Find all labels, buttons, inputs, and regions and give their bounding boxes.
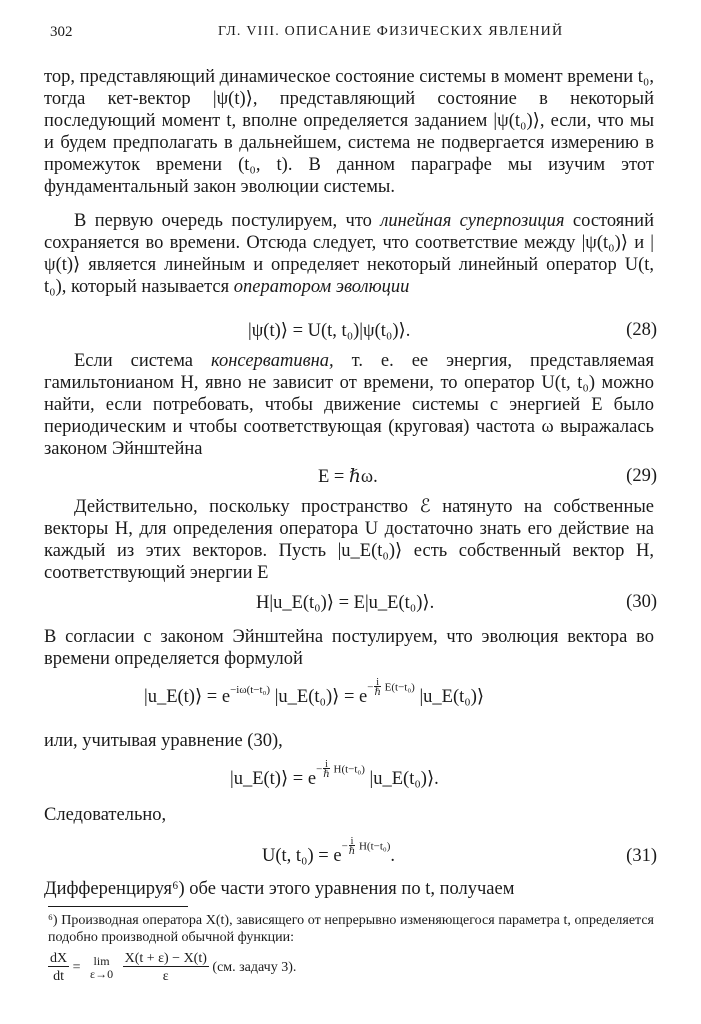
paragraph-3 (44, 350, 654, 460)
eq31-exponent: $-\frac{i}{\text{ℏ}} H(t-t_0)$ (341, 836, 391, 858)
eq-a-exp2-rest: E(t−t₀) (384, 682, 415, 694)
equation-28-number: (28) (626, 320, 657, 340)
paragraph-1 (44, 66, 654, 198)
footnote-lim: lim (93, 954, 110, 968)
equation-29: E = ℏω. (318, 467, 378, 487)
paragraph-8 (44, 878, 654, 900)
paragraph-4 (44, 496, 654, 584)
paragraph-1-text: тор, представляющий динамическое состояние системы в момент времени t₀, тогда кет-вектор |ψ(t)⟩, представляющий состояние в некоторый последующий момент t, вполне определяется заданием |ψ(t₀)⟩, если, что мы и будем предполагать в дальнейшем, система не подвергается измерению в промежуток времени (t₀, t). В данном параграфе мы изучим этот фундаментальный закон эволюции системы. (44, 67, 654, 197)
paragraph-6-text: или, учитывая уравнение (30), (44, 731, 283, 751)
p2-emphasis-superposition: линейная суперпозиция (380, 211, 565, 231)
equation-31 (262, 836, 396, 868)
equation-28: |ψ(t)⟩ = U(t, t₀)|ψ(t₀)⟩. (248, 321, 411, 341)
eq31-tail: . (390, 846, 396, 866)
p2-emphasis-evolution-operator: оператором эволюции (233, 277, 410, 297)
eq-b-exp-rest: H(t−t₀) (333, 764, 365, 776)
p3-text-a: Если система (74, 351, 211, 371)
equation-30: H|u_E(t₀)⟩ = E|u_E(t₀)⟩. (256, 593, 435, 613)
eq-a-exp2-den: ℏ (374, 687, 381, 699)
footnote-6 (48, 912, 654, 986)
eq-a-exp2-num: i (376, 677, 380, 689)
footnote-lim-sub: ε→0 (90, 967, 114, 981)
paragraph-2 (44, 210, 654, 298)
equation-30-number: (30) (626, 592, 657, 612)
eq-a-left: |u_E(t)⟩ = e (144, 687, 231, 707)
paragraph-7 (44, 804, 654, 826)
equation-evolution-eigenvector (144, 677, 485, 709)
equation-hamiltonian-evolution (230, 759, 439, 791)
paragraph-5 (44, 626, 654, 670)
page-number: 302 (50, 24, 73, 40)
footnote-derivative-formula: $\frac{dX}{dt} = \lim$ $\varepsilon\to 0 \frac{X(t + \varepsilon) - X(t)}{\varepsilon} (см$. задачу 3). (50, 951, 297, 984)
equation-29-number: (29) (626, 466, 657, 486)
p3-text-b: т. е. ее энергия, представляемая гамильтонианом H, явно не зависит от времени, то оператор U(t, t₀) можно найти, если потребовать, чтобы движение системы с энергией E было периодическим и чтобы соответствующая (круговая) частота ω выражалась законом Эйнштейна (44, 351, 654, 459)
eq31-left: U(t, t₀) = e (262, 846, 342, 866)
paragraph-8-text: Дифференцируя⁶) обе части этого уравнения по t, получаем (44, 879, 515, 899)
footnote-reference: (см. задачу 3). (212, 960, 297, 976)
equation-31-number: (31) (626, 846, 657, 866)
p2-text-b: состояний сохраняется во времени. Отсюда следует, что соответствие между |ψ(t₀)⟩ и |ψ(t)⟩ является линейным и определяет некоторый линейный оператор U(t, t₀), который называется (44, 211, 654, 297)
footnote-text: ⁶) Производная оператора X(t), зависящего от непрерывно изменяющегося параметра t, определяется подобно производной обычной функции: (48, 913, 654, 945)
eq-a-right: |u_E(t₀)⟩ (419, 687, 485, 707)
eq-b-exponent: $-\frac{i}{\text{ℏ}} H(t-t_0)$ (316, 759, 365, 781)
eq-b-right: |u_E(t₀)⟩. (369, 769, 439, 789)
eq-a-exponent-1: −iω(t−t₀) (230, 684, 271, 696)
footnote-denominator: ε (162, 969, 169, 984)
paragraph-7-text: Следовательно, (44, 805, 167, 825)
paragraph-5-text: В согласии с законом Эйнштейна постулируем, что эволюция вектора во времени определяется формулой (44, 627, 654, 669)
eq-b-left: |u_E(t)⟩ = e (230, 769, 317, 789)
p3-emphasis-conservative: консервативна, (211, 351, 334, 371)
eq31-exp-rest: H(t−t₀) (358, 841, 391, 853)
running-header (38, 20, 661, 42)
paragraph-4-text: Действительно, поскольку пространство ℰ натянуто на собственные векторы H, для определения оператора U достаточно знать его действие на каждый из этих векторов. Пусть |u_E(t₀)⟩ есть собственный вектор H, соответствующий энергии E (44, 497, 654, 583)
footnote-numerator: X(t + ε) − X(t) (124, 951, 207, 966)
footnote-dt: dt (53, 969, 64, 984)
paragraph-6 (44, 730, 654, 752)
eq-a-exponent-2: $-\frac{i}{\text{ℏ}} E(t-t_0)$ (367, 677, 415, 699)
footnote-rule (48, 906, 188, 907)
running-title: ГЛ. VIII. ОПИСАНИЕ ФИЗИЧЕСКИХ ЯВЛЕНИЙ (218, 24, 564, 39)
eq-a-mid: |u_E(t₀)⟩ = e (274, 687, 368, 707)
footnote-dX: dX (50, 951, 68, 966)
p2-text-a: В первую очередь постулируем, что (74, 211, 381, 231)
